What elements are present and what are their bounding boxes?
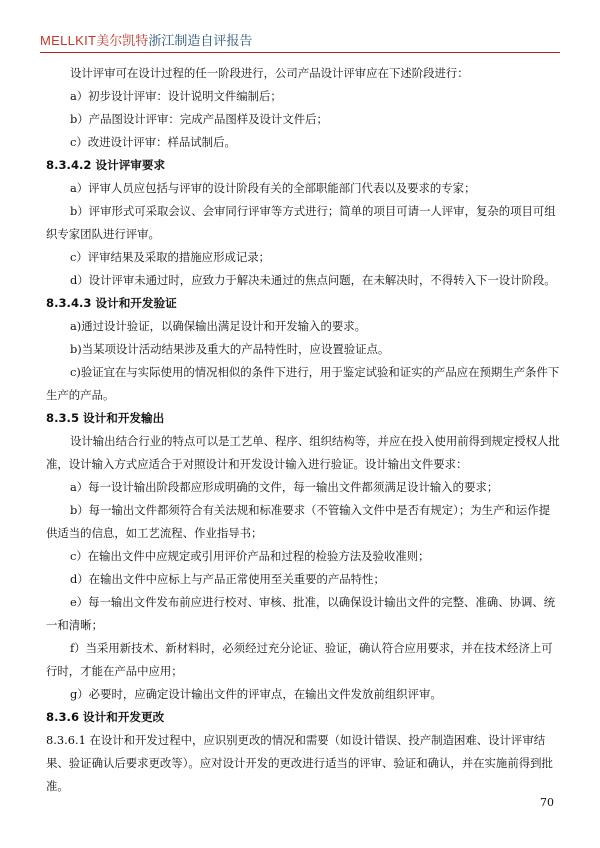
- document-body: [46, 62, 560, 798]
- body-paragraph: a）评审人员应包括与评审的设计阶段有关的全部职能部门代表以及要求的专家；: [70, 181, 476, 195]
- section-heading: 8.3.6 设计和开发更改: [46, 710, 165, 724]
- body-paragraph: 设计输出结合行业的特点可以是工艺单、程序、组织结构等，并应在投入使用前得到规定授权人批准，设计输入方式应适合于对照设计和开发设计输入进行验证。设计输出文件要求：: [46, 434, 560, 471]
- page-header: [40, 30, 560, 53]
- body-paragraph: d）在输出文件中应标上与产品正常使用至关重要的产品特性；: [70, 572, 385, 586]
- body-paragraph: b）评审形式可采取会议、会审同行评审等方式进行；简单的项目可请一人评审，复杂的项目可组织专家团队进行评审。: [46, 204, 556, 241]
- section-heading: 8.3.4.2 设计评审要求: [46, 158, 166, 172]
- body-paragraph: d）设计评审未通过时，应致力于解决未通过的焦点问题，在未解决时，不得转入下一设计阶段。: [70, 273, 556, 287]
- body-paragraph: a)通过设计验证，以确保输出满足设计和开发输入的要求。: [70, 319, 367, 333]
- body-paragraph: g）必要时，应确定设计输出文件的评审点，在输出文件发放前组织评审。: [70, 687, 442, 701]
- body-paragraph: c)验证宜在与实际使用的情况相似的条件下进行，用于鉴定试验和证实的产品应在预期生产条件下生产的产品。: [46, 365, 560, 402]
- body-paragraph: c）改进设计评审：样品试制后。: [70, 135, 236, 149]
- brand-logo-text: MELLKIT: [40, 33, 97, 48]
- brand-chinese-name: 美尔凯特: [96, 34, 149, 49]
- body-paragraph: c）在输出文件中应规定或引用评价产品和过程的检验方法及验收准则；: [70, 549, 430, 563]
- body-paragraph: a）每一设计输出阶段都应形成明确的文件，每一输出文件都须满足设计输入的要求；: [70, 480, 499, 494]
- page-number: 70: [540, 796, 554, 809]
- report-title: 浙江制造自评报告: [148, 34, 253, 49]
- body-paragraph: e）每一输出文件发布前应进行校对、审核、批准，以确保设计输出文件的完整、准确、协调、统一和清晰；: [46, 595, 556, 632]
- body-paragraph: b)当某项设计活动结果涉及重大的产品特性时，应设置验证点。: [70, 342, 390, 356]
- body-paragraph: 设计评审可在设计过程的任一阶段进行，公司产品设计评审应在下述阶段进行：: [70, 66, 469, 80]
- section-heading: 8.3.5 设计和开发输出: [46, 411, 165, 425]
- body-paragraph: c）评审结果及采取的措施应形成记录；: [70, 250, 271, 264]
- body-paragraph: a）初步设计评审：设计说明文件编制后；: [70, 89, 282, 103]
- body-paragraph: f）当采用新技术、新材料时，必须经过充分论证、验证，确认符合应用要求，并在技术经济上可行时，才能在产品中应用；: [46, 641, 553, 678]
- body-paragraph: 8.3.6.1 在设计和开发过程中，应识别更改的情况和需要（如设计错误、投产制造困难、设计评审结果、验证确认后要求更改等）。应对设计开发的更改进行适当的评审、验证和确认，并在实施前得到批准。: [46, 733, 553, 793]
- body-paragraph: b）产品图设计评审：完成产品图样及设计文件后；: [70, 112, 328, 126]
- body-paragraph: b）每一输出文件都须符合有关法规和标准要求（不管输入文件中是否有规定）；为生产和运作提供适当的信息，如工艺流程、作业指导书；: [46, 503, 551, 540]
- section-heading: 8.3.4.3 设计和开发验证: [46, 296, 177, 310]
